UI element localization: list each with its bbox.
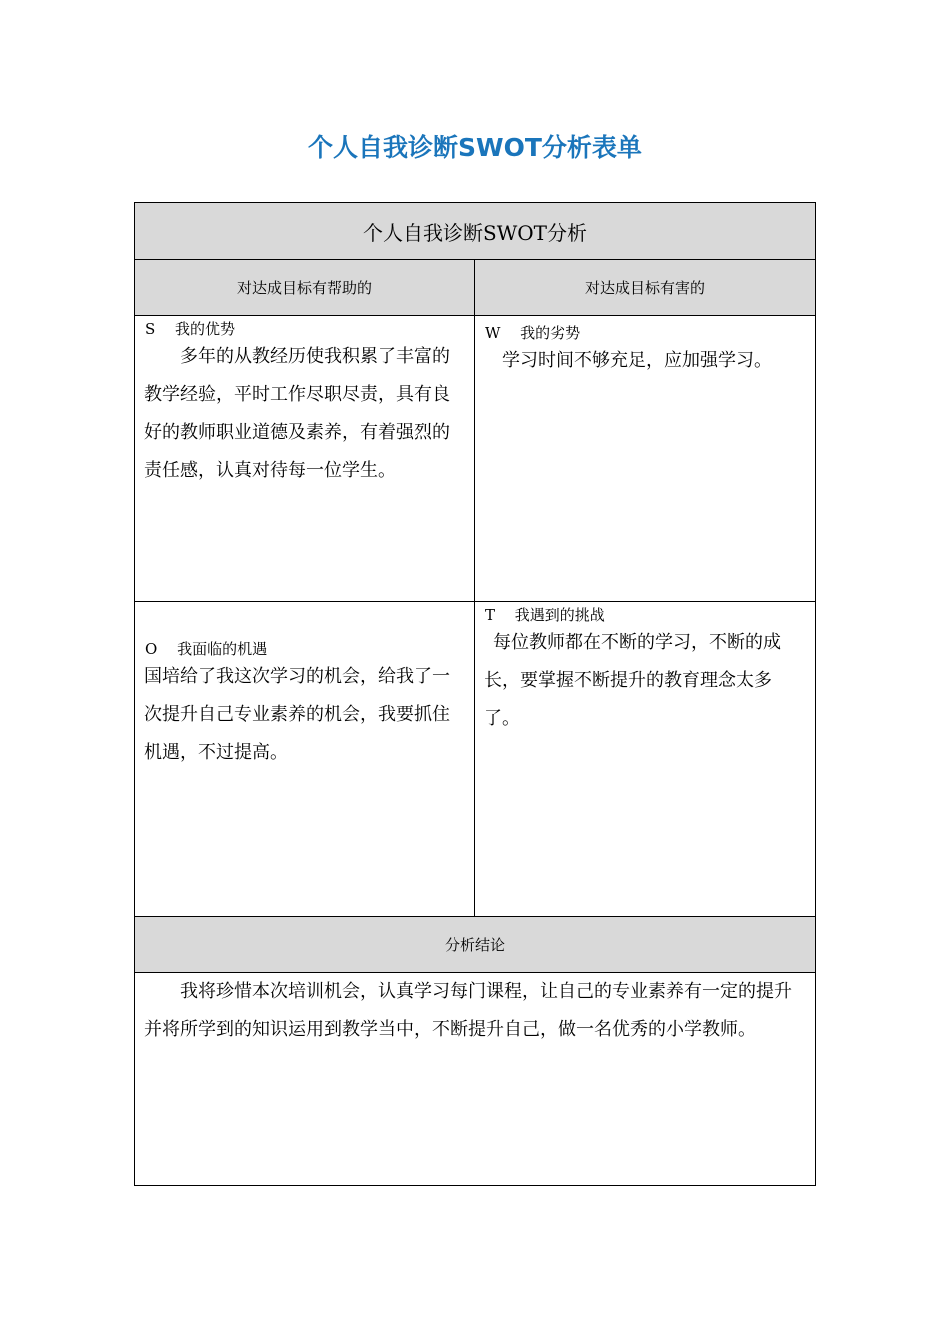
threats-label: T 我遇到的挑战	[485, 606, 605, 624]
opportunities-cell	[135, 602, 475, 917]
column-header-helpful: 对达成目标有帮助的	[135, 260, 475, 316]
strengths-text: 多年的从教经历使我积累了丰富的教学经验，平时工作尽职尽责，具有良好的教师职业道德及素养，有着强烈的责任感，认真对待每一位学生。	[144, 346, 450, 481]
strengths-cell	[135, 316, 475, 602]
swot-table	[134, 202, 816, 1186]
conclusion-text: 我将珍惜本次培训机会，认真学习每门课程，让自己的专业素养有一定的提升并将所学到的知识运用到教学当中，不断提升自己，做一名优秀的小学教师。	[144, 981, 792, 1040]
threats-cell	[475, 602, 816, 917]
conclusion-header: 分析结论	[135, 917, 816, 973]
document-title: 个人自我诊断SWOT分析表单	[308, 133, 642, 162]
opportunities-text: 国培给了我这次学习的机会，给我了一次提升自己专业素养的机会，我要抓住机遇，不过提高。	[144, 666, 450, 763]
threats-text: 每位教师都在不断的学习，不断的成长，要掌握不断提升的教育理念太多了。	[484, 632, 781, 729]
weaknesses-cell	[475, 316, 816, 602]
weaknesses-text: 学习时间不够充足，应加强学习。	[502, 350, 772, 371]
strengths-label: S 我的优势	[145, 320, 236, 338]
weaknesses-label: W 我的劣势	[485, 324, 581, 342]
table-main-header: 个人自我诊断SWOT分析	[135, 203, 816, 260]
conclusion-cell	[135, 973, 816, 1186]
opportunities-label: O 我面临的机遇	[145, 640, 268, 658]
column-header-harmful: 对达成目标有害的	[475, 260, 816, 316]
